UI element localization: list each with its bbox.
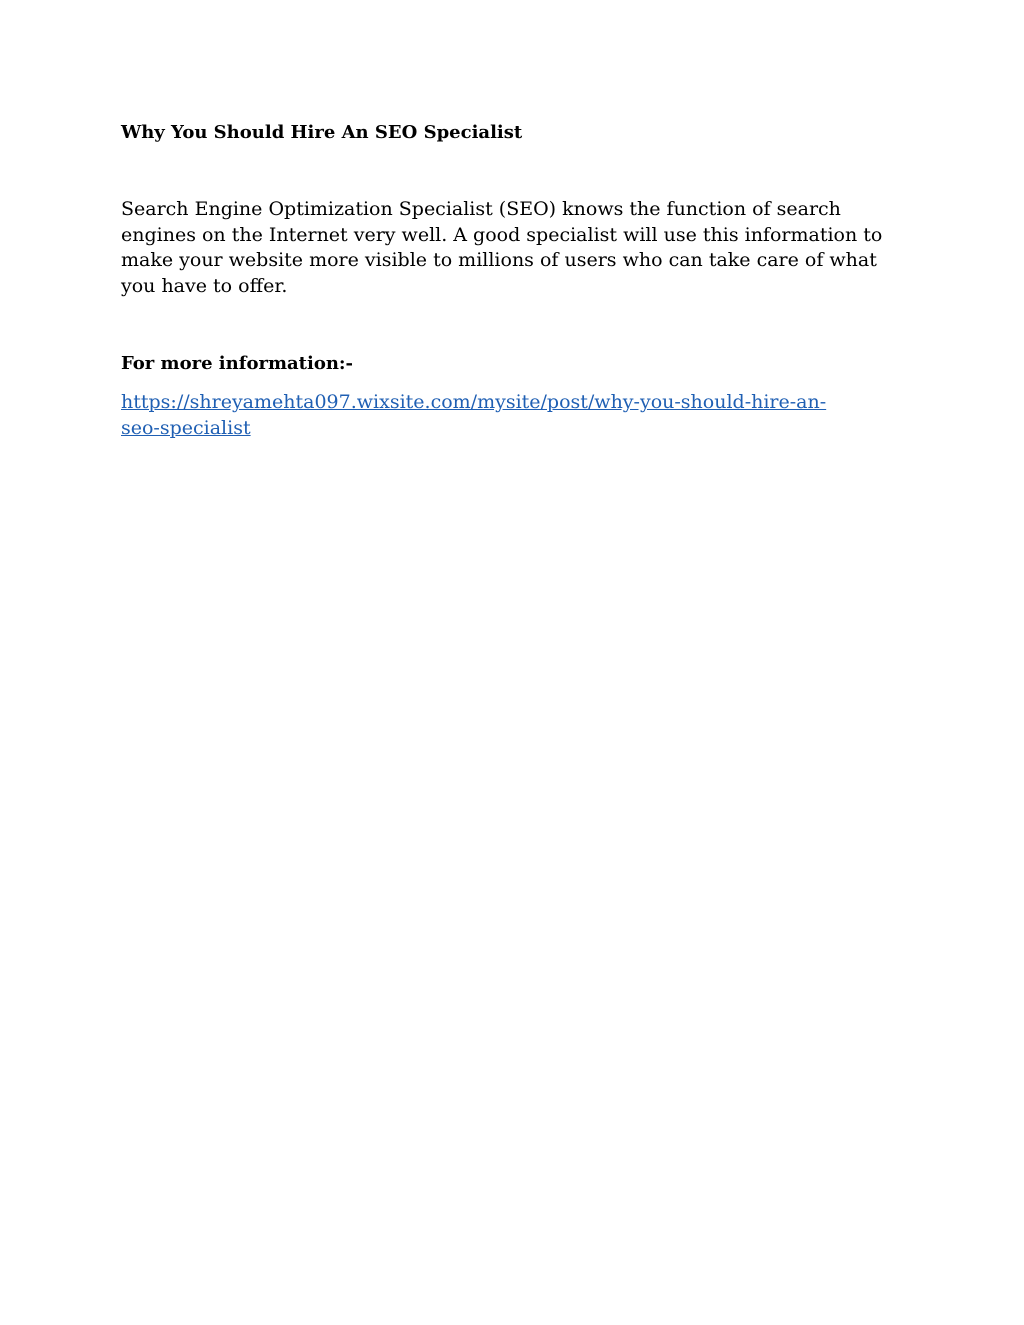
info-link-line-2[interactable]: seo-specialist xyxy=(121,416,251,439)
more-info-label: For more information:- xyxy=(121,353,354,374)
document-title: Why You Should Hire An SEO Specialist xyxy=(121,122,523,143)
info-link-line-1[interactable]: https://shreyamehta097.wixsite.com/mysite/post/why-you-should-hire-an- xyxy=(121,391,827,413)
info-link[interactable] xyxy=(121,390,901,441)
body-paragraph: Search Engine Optimization Specialist (SEO) knows the function of search engines on the Internet very well. A good specialist will use this information to make your website more visible to millions of users who can take care of what you have to offer. xyxy=(121,198,883,297)
